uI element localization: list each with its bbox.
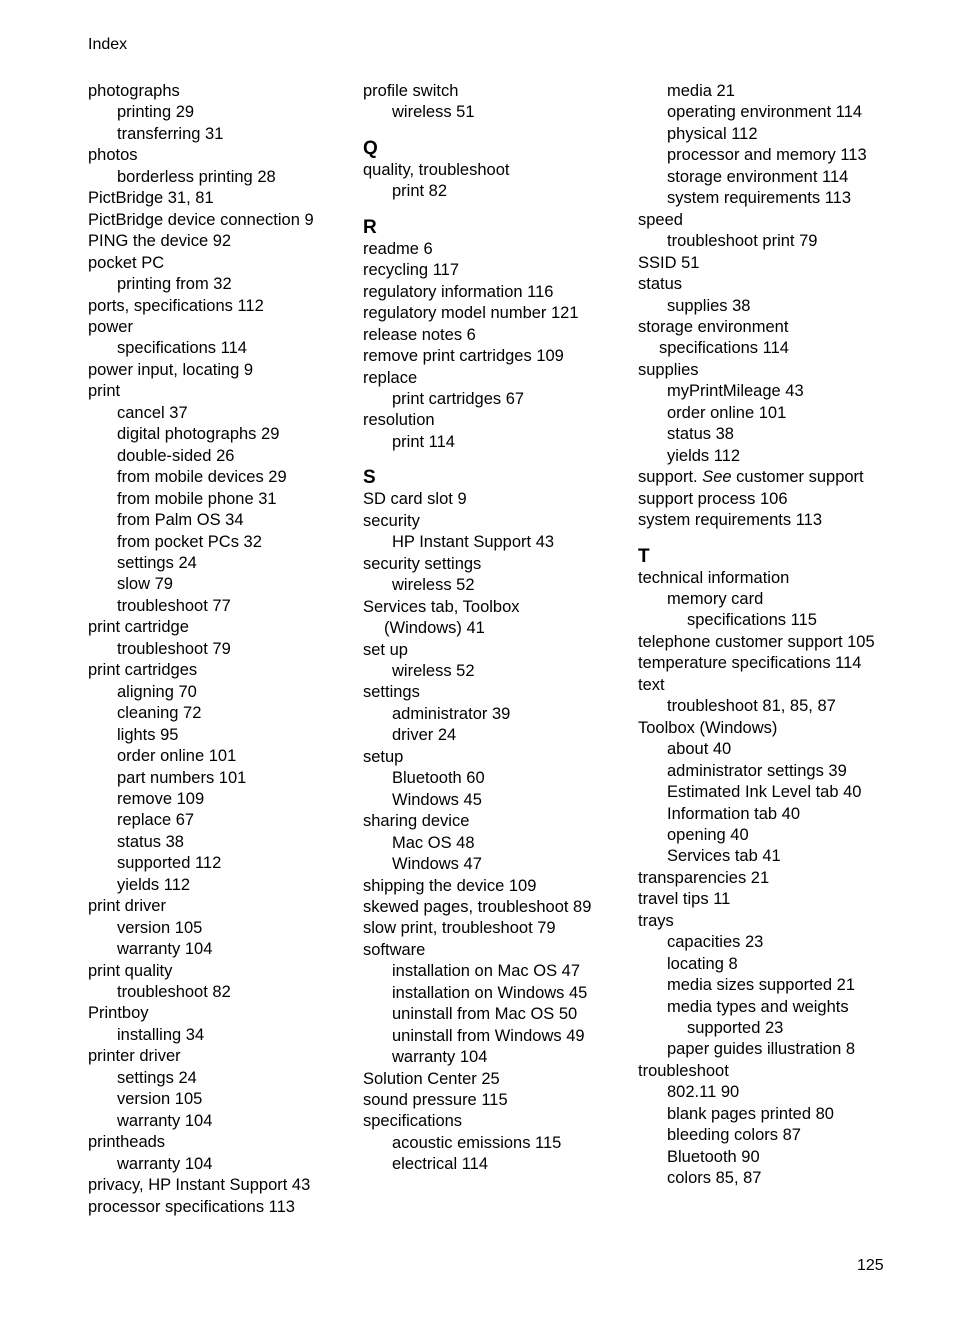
index-entry: PING the device 92 <box>88 232 232 251</box>
index-entry: print driver <box>88 897 166 916</box>
index-entry: power <box>88 317 133 336</box>
index-subentry: operating environment 114 <box>667 103 863 122</box>
index-entry: release notes 6 <box>363 325 476 344</box>
index-subentry: Estimated Ink Level tab 40 <box>667 783 862 802</box>
index-subentry: wireless 52 <box>392 661 475 680</box>
index-subentry: settings 24 <box>117 1068 197 1087</box>
index-subentry: yields 112 <box>117 875 191 894</box>
index-entry: print cartridge <box>88 618 189 637</box>
entry-text: support. <box>638 468 703 487</box>
index-subentry: from mobile devices 29 <box>117 468 287 487</box>
index-subentry: version 105 <box>117 918 203 937</box>
index-entry: system requirements 113 <box>638 511 823 530</box>
index-entry: resolution <box>363 411 435 430</box>
index-subentry: system requirements 113 <box>667 189 852 208</box>
index-subentry: electrical 114 <box>392 1155 488 1174</box>
index-entry: recycling 117 <box>363 261 459 280</box>
index-entry: troubleshoot <box>638 1061 729 1080</box>
index-entry: shipping the device 109 <box>363 876 537 895</box>
section-letter: T <box>638 545 650 567</box>
index-entry: supplies <box>638 360 699 379</box>
index-subentry: aligning 70 <box>117 682 197 701</box>
index-subentry: from Palm OS 34 <box>117 511 244 530</box>
index-entry: PictBridge 31, 81 <box>88 189 214 208</box>
see-reference: See <box>702 468 732 487</box>
index-column-1 <box>88 81 348 1218</box>
index-entry <box>638 467 928 488</box>
index-entry: pocket PC <box>88 253 165 272</box>
index-subentry: warranty 104 <box>117 940 213 959</box>
index-entry: Printboy <box>88 1004 149 1023</box>
index-subentry: uninstall from Mac OS 50 <box>392 1005 578 1024</box>
index-subentry: cleaning 72 <box>117 704 202 723</box>
section-letter: Q <box>363 137 378 159</box>
index-entry: Solution Center 25 <box>363 1069 500 1088</box>
index-entry: printheads <box>88 1133 166 1152</box>
index-subentry: warranty 104 <box>392 1048 488 1067</box>
index-entry: ports, specifications 112 <box>88 296 264 315</box>
index-subentry: troubleshoot print 79 <box>667 232 818 251</box>
index-subentry: order online 101 <box>667 403 787 422</box>
index-entry: quality, troubleshoot <box>363 160 510 179</box>
index-subentry: wireless 51 <box>392 103 475 122</box>
index-entry: print quality <box>88 961 173 980</box>
index-entry: SSID 51 <box>638 253 700 272</box>
index-subentry: supported 112 <box>117 854 222 873</box>
index-subentry: (Windows) 41 <box>384 619 485 638</box>
index-subentry: transferring 31 <box>117 124 224 143</box>
page-header-title: Index <box>88 36 128 53</box>
index-subentry: specifications 114 <box>659 339 789 358</box>
index-entry: settings <box>363 683 420 702</box>
index-subentry: about 40 <box>667 740 732 759</box>
index-subentry: media sizes supported 21 <box>667 976 856 995</box>
index-subentry: processor and memory 113 <box>667 146 867 165</box>
index-subentry: troubleshoot 77 <box>117 596 231 615</box>
index-subentry: administrator 39 <box>392 704 511 723</box>
index-subentry: double-sided 26 <box>117 446 235 465</box>
section-letter: R <box>363 216 377 238</box>
index-subentry: media 21 <box>667 82 735 100</box>
index-entry: replace <box>363 368 418 387</box>
index-subentry: physical 112 <box>667 124 758 143</box>
index-entry: PictBridge device connection 9 <box>88 210 314 229</box>
index-subentry: specifications 115 <box>687 611 817 630</box>
index-entry: photos <box>88 146 138 165</box>
index-entry: security <box>363 511 420 530</box>
index-subentry: Windows 45 <box>392 790 482 809</box>
index-subentry: colors 85, 87 <box>667 1169 762 1188</box>
index-entry: support process 106 <box>638 489 788 508</box>
index-entry: sound pressure 115 <box>363 1091 508 1110</box>
index-entry: power input, locating 9 <box>88 360 254 379</box>
index-entry: profile switch <box>363 82 459 100</box>
index-entry: slow print, troubleshoot 79 <box>363 919 556 938</box>
index-subentry: specifications 114 <box>117 339 247 358</box>
index-entry: regulatory information 116 <box>363 282 554 301</box>
index-subentry: from pocket PCs 32 <box>117 532 262 551</box>
index-entry: software <box>363 940 426 959</box>
index-subentry: part numbers 101 <box>117 768 247 787</box>
index-subentry: blank pages printed 80 <box>667 1104 834 1123</box>
index-subentry: replace 67 <box>117 811 195 830</box>
index-entry: processor specifications 113 <box>88 1197 295 1216</box>
index-entry: security settings <box>363 554 482 573</box>
index-entry: speed <box>638 210 683 229</box>
index-entry: text <box>638 675 665 694</box>
index-entry: Toolbox (Windows) <box>638 718 778 737</box>
index-subentry: paper guides illustration 8 <box>667 1040 856 1059</box>
index-subentry: Information tab 40 <box>667 804 800 823</box>
index-subentry: print cartridges 67 <box>392 389 525 408</box>
index-subentry: borderless printing 28 <box>117 167 276 186</box>
index-entry: sharing device <box>363 812 470 831</box>
index-entry: photographs <box>88 82 180 100</box>
index-subentry: Bluetooth 60 <box>392 769 485 788</box>
index-subentry: locating 8 <box>667 954 738 973</box>
index-subentry: media types and weights <box>667 997 849 1016</box>
index-entry: technical information <box>638 568 790 587</box>
section-letter: S <box>363 467 376 489</box>
index-subentry: printing 29 <box>117 103 195 122</box>
index-entry: travel tips 11 <box>638 890 731 909</box>
index-subentry: status 38 <box>667 425 734 444</box>
index-subentry: HP Instant Support 43 <box>392 533 555 552</box>
index-subentry: supported 23 <box>687 1019 784 1038</box>
index-entry: SD card slot 9 <box>363 490 467 509</box>
index-subentry: warranty 104 <box>117 1111 213 1130</box>
index-subentry: cancel 37 <box>117 403 188 422</box>
index-entry: print <box>88 382 121 401</box>
index-entry: set up <box>363 640 408 659</box>
index-subentry: opening 40 <box>667 825 749 844</box>
index-subentry: installing 34 <box>117 1025 205 1044</box>
index-subentry: installation on Mac OS 47 <box>392 962 581 981</box>
index-subentry: troubleshoot 81, 85, 87 <box>667 697 836 716</box>
section-spacer <box>363 203 623 217</box>
index-subentry: wireless 52 <box>392 576 475 595</box>
index-subentry: lights 95 <box>117 725 179 744</box>
index-subentry: capacities 23 <box>667 933 764 952</box>
index-entry: status <box>638 275 683 294</box>
index-entry: Services tab, Toolbox <box>363 597 520 616</box>
section-spacer <box>638 532 928 546</box>
index-subentry: digital photographs 29 <box>117 425 280 444</box>
index-subentry: printing from 32 <box>117 275 232 294</box>
index-entry: telephone customer support 105 <box>638 632 875 651</box>
index-entry: trays <box>638 911 674 930</box>
index-subentry: Services tab 41 <box>667 847 781 866</box>
index-subentry: Bluetooth 90 <box>667 1147 760 1166</box>
index-subentry: from mobile phone 31 <box>117 489 277 508</box>
index-column-2 <box>363 81 623 1176</box>
index-subentry: uninstall from Windows 49 <box>392 1026 585 1045</box>
index-entry: specifications <box>363 1112 463 1131</box>
index-subentry: slow 79 <box>117 575 173 594</box>
index-entry: print cartridges <box>88 661 198 680</box>
section-spacer <box>363 124 623 138</box>
index-subentry: troubleshoot 79 <box>117 639 231 658</box>
index-entry: printer driver <box>88 1047 181 1066</box>
index-subentry: version 105 <box>117 1090 203 1109</box>
index-subentry: administrator settings 39 <box>667 761 847 780</box>
index-subentry: warranty 104 <box>117 1154 213 1173</box>
index-subentry: myPrintMileage 43 <box>667 382 804 401</box>
index-entry: temperature specifications 114 <box>638 654 862 673</box>
index-subentry: troubleshoot 82 <box>117 983 231 1002</box>
index-entry: transparencies 21 <box>638 868 770 887</box>
index-subentry: settings 24 <box>117 553 197 572</box>
index-column-3 <box>638 81 928 1190</box>
index-subentry: supplies 38 <box>667 296 751 315</box>
entry-text: customer support <box>731 468 864 487</box>
index-subentry: Mac OS 48 <box>392 833 475 852</box>
index-entry: skewed pages, troubleshoot 89 <box>363 897 592 916</box>
index-subentry: driver 24 <box>392 726 457 745</box>
index-entry: remove print cartridges 109 <box>363 347 564 366</box>
index-subentry: storage environment 114 <box>667 167 849 186</box>
index-subentry: print 82 <box>392 182 448 201</box>
index-entry: readme 6 <box>363 239 433 258</box>
index-subentry: order online 101 <box>117 747 237 766</box>
index-subentry: acoustic emissions 115 <box>392 1133 562 1152</box>
index-subentry: Windows 47 <box>392 855 482 874</box>
page-number: 125 <box>857 1257 884 1274</box>
index-subentry: remove 109 <box>117 789 205 808</box>
index-subentry: 802.11 90 <box>667 1083 740 1102</box>
index-entry: setup <box>363 747 404 766</box>
section-spacer <box>363 453 623 467</box>
index-entry: privacy, HP Instant Support 43 <box>88 1176 311 1195</box>
index-subentry: memory card <box>667 589 764 608</box>
index-subentry: installation on Windows 45 <box>392 983 588 1002</box>
index-subentry: yields 112 <box>667 446 741 465</box>
index-subentry: print 114 <box>392 432 455 451</box>
index-subentry: bleeding colors 87 <box>667 1126 801 1145</box>
index-entry: regulatory model number 121 <box>363 304 579 323</box>
index-subentry: status 38 <box>117 832 184 851</box>
index-entry: storage environment <box>638 317 789 336</box>
